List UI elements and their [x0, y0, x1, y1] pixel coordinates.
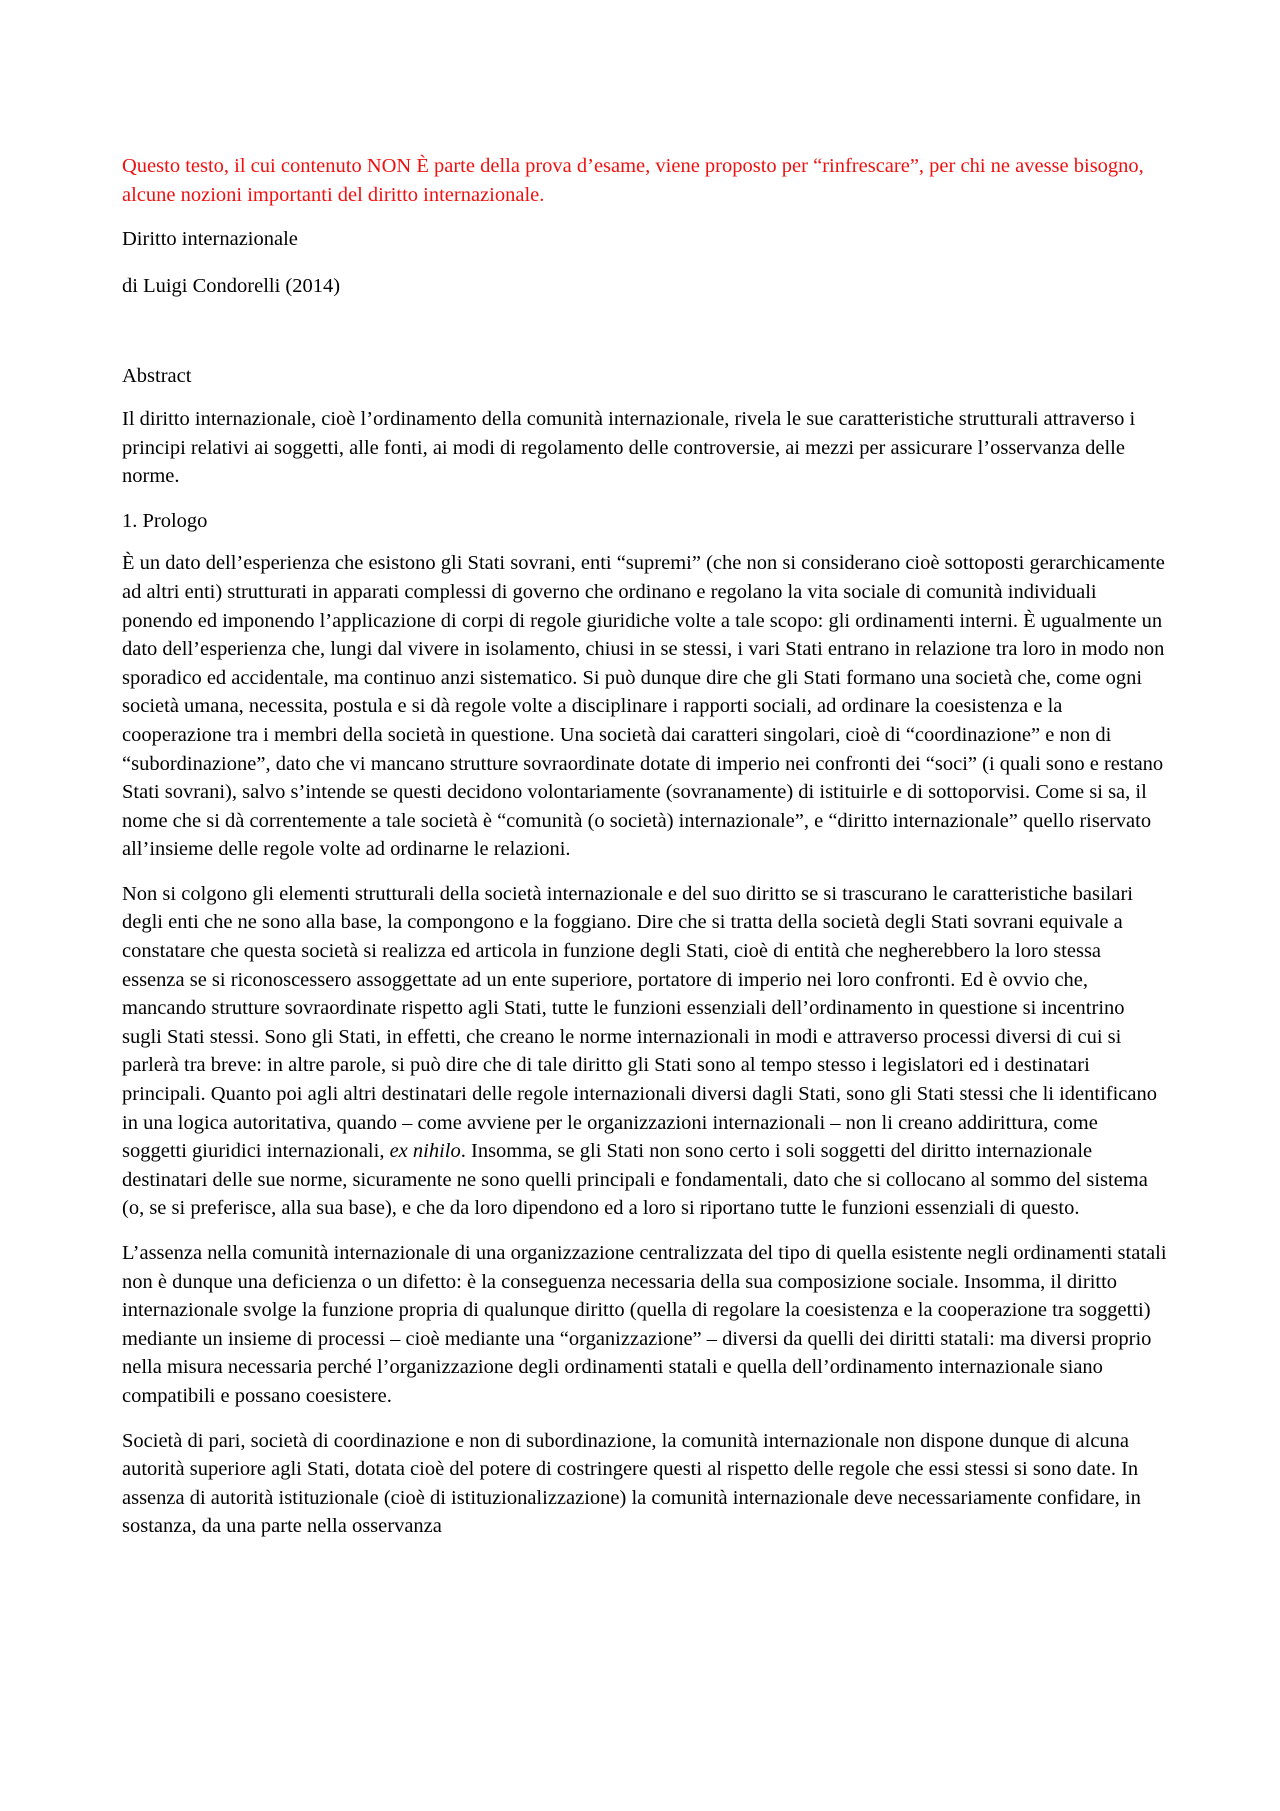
document-title: Diritto internazionale [122, 228, 298, 251]
paragraph-2-part-1: Non si colgono gli elementi strutturali della società internazionale e del suo diritto se si trascurano le caratteristiche basilari degli enti che ne sono alla base, la compongono e la foggiano. Dire che si tratta della società degli Stati sovrani equivale a constatare che questa società si realizza ed articola in funzione degli Stati, cioè di entità che negherebbero la loro stessa essenza se si riconoscessero assoggettate ad un ente superiore, portatore di imperio nei loro confronti. Ed è ovvio che, mancando strutture sovraordinate rispetto agli Stati, tutte le funzioni essenziali dell’ordinamento in questione si incentrino sugli Stati stessi. Sono gli Stati, in effetti, che creano le norme internazionali in modi e attraverso processi diversi di cui si parlerà tra breve: in altre parole, si può dire che di tale diritto gli Stati sono al tempo stesso i legislatori ed i destinatari principali. Quanto poi agli altri destinatari delle regole internazionali diversi dagli Stati, sono gli Stati stessi che li identificano in una logica autoritativa, quando – come avviene per le organizzazioni internazionali – non li creano addirittura, come soggetti giuridici internazionali, [122, 882, 1157, 1163]
paragraph-2-part-2: . Insomma, se gli Stati non sono certo i soli soggetti del diritto internazionale destinatari delle sue norme, sicuramente ne sono quelli principali e fondamentali, dato che si collocano al sommo del sistema (o, se si preferisce, alla sua base), e che da loro dipendono ed a loro si riportano tutte le funzioni essenziali di questo. [122, 1140, 1148, 1220]
document-author: di Luigi Condorelli (2014) [122, 274, 341, 297]
document-page [122, 152, 1167, 1541]
paragraph-2-emphasis: ex nihilo [389, 1140, 461, 1163]
paragraph-4: Società di pari, società di coordinazione e non di subordinazione, la comunità internazionale non dispone dunque di alcuna autorità superiore agli Stati, dotata cioè del potere di costringere questi al rispetto delle regole che essi stessi si sono date. In assenza di autorità istituzionale (cioè di istituzionalizzazione) la comunità internazionale deve necessariamente confidare, in sostanza, da una parte nella osservanza [122, 1429, 1141, 1538]
abstract-heading: Abstract [122, 365, 192, 388]
paragraph-1: È un dato dell’esperienza che esistono gli Stati sovrani, enti “supremi” (che non si considerano cioè sottoposti gerarchicamente ad altri enti) strutturati in apparati complessi di governo che ordinano e regolano la vita sociale di comunità individuali ponendo ed imponendo l’applicazione di corpi di regole giuridiche volte a tale scopo: gli ordinamenti interni. È ugualmente un dato dell’esperienza che, lungi dal vivere in isolamento, chiusi in se stessi, i vari Stati entrano in relazione tra loro in modo non sporadico ed accidentale, ma continuo anzi sistematico. Si può dunque dire che gli Stati formano una società che, come ogni società umana, necessita, postula e si dà regole volte a disciplinare i rapporti sociali, ad ordinare la coesistenza e la cooperazione tra i membri della società in questione. Una società dai caratteri singolari, cioè di “coordinazione” e non di “subordinazione”, dato che vi mancano strutture sovraordinate dotate di imperio nei confronti dei “soci” (i quali sono e restano Stati sovrani), salvo s’intende se questi decidono volontariamente (sovranamente) di istituirle e di sottoporvisi. Come si sa, il nome che si dà correntemente a tale società è “comunità (o società) internazionale”, e “diritto internazionale” quello riservato all’insieme delle regole volte ad ordinarne le relazioni. [122, 552, 1165, 861]
exam-notice: Questo testo, il cui contenuto NON È parte della prova d’esame, viene proposto per “rinfrescare”, per chi ne avesse bisogno, alcune nozioni importanti del diritto internazionale. [122, 155, 1144, 206]
abstract-text: Il diritto internazionale, cioè l’ordinamento della comunità internazionale, rivela le sue caratteristiche strutturali attraverso i principi relativi ai soggetti, alle fonti, ai modi di regolamento delle controversie, ai mezzi per assicurare l’osservanza delle norme. [122, 407, 1136, 488]
paragraph-3: L’assenza nella comunità internazionale di una organizzazione centralizzata del tipo di quella esistente negli ordinamenti statali non è dunque una deficienza o un difetto: è la conseguenza necessaria della sua composizione sociale. Insomma, il diritto internazionale svolge la funzione propria di qualunque diritto (quella di regolare la coesistenza e la cooperazione tra soggetti) mediante un insieme di processi – cioè mediante una “organizzazione” – diversi da quelli dei diritti statali: ma diversi proprio nella misura necessaria perché l’organizzazione degli ordinamenti statali e quella dell’ordinamento internazionale siano compatibili e possano coesistere. [122, 1242, 1167, 1407]
paragraph-2 [122, 880, 1167, 1223]
section-heading-prologo: 1. Prologo [122, 509, 208, 532]
